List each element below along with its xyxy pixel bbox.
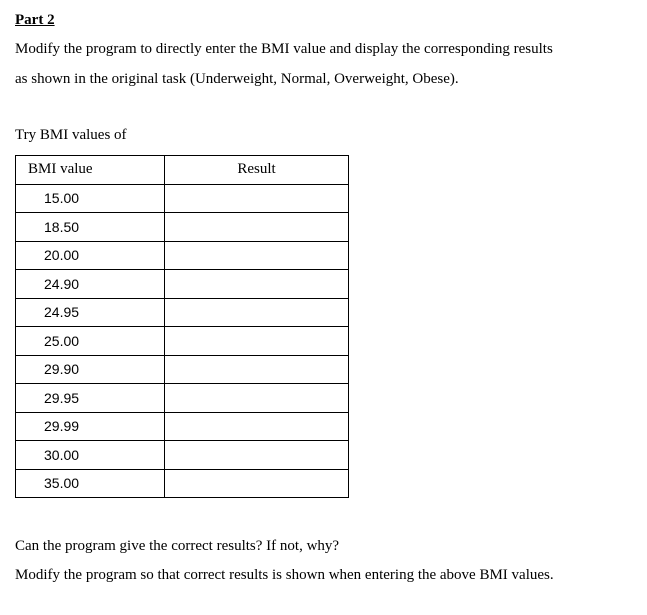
bmi-value-cell: 20.00 bbox=[16, 241, 165, 270]
section-heading: Part 2 bbox=[15, 12, 55, 28]
bmi-value-cell: 24.90 bbox=[16, 270, 165, 299]
table-row bbox=[16, 184, 349, 213]
result-cell bbox=[165, 412, 349, 441]
result-cell bbox=[165, 355, 349, 384]
bmi-value-cell: 30.00 bbox=[16, 441, 165, 470]
table-row bbox=[16, 270, 349, 299]
instruction-line-2: as shown in the original task (Underweight, Normal, Overweight, Obese). bbox=[15, 71, 459, 87]
bmi-value-cell: 25.00 bbox=[16, 327, 165, 356]
bmi-value-cell: 29.95 bbox=[16, 384, 165, 413]
table-row bbox=[16, 469, 349, 498]
header-result: Result bbox=[165, 156, 349, 185]
table-row bbox=[16, 355, 349, 384]
result-cell bbox=[165, 441, 349, 470]
result-cell bbox=[165, 469, 349, 498]
table-body bbox=[16, 184, 349, 498]
table-row bbox=[16, 327, 349, 356]
table-row bbox=[16, 384, 349, 413]
bmi-value-cell: 35.00 bbox=[16, 469, 165, 498]
table-header-row bbox=[16, 156, 349, 185]
result-cell bbox=[165, 298, 349, 327]
header-bmi-value: BMI value bbox=[16, 156, 165, 185]
bmi-table bbox=[15, 155, 349, 498]
bmi-value-cell: 18.50 bbox=[16, 213, 165, 242]
result-cell bbox=[165, 241, 349, 270]
question-2: Modify the program so that correct results is shown when entering the above BMI values. bbox=[15, 567, 554, 583]
question-1: Can the program give the correct results? If not, why? bbox=[15, 538, 340, 554]
bmi-value-cell: 24.95 bbox=[16, 298, 165, 327]
instruction-line-1: Modify the program to directly enter the BMI value and display the corresponding results bbox=[15, 41, 553, 57]
result-cell bbox=[165, 184, 349, 213]
bmi-value-cell: 15.00 bbox=[16, 184, 165, 213]
result-cell bbox=[165, 213, 349, 242]
result-cell bbox=[165, 270, 349, 299]
table-row bbox=[16, 241, 349, 270]
table-row bbox=[16, 213, 349, 242]
bmi-value-cell: 29.90 bbox=[16, 355, 165, 384]
bmi-value-cell: 29.99 bbox=[16, 412, 165, 441]
result-cell bbox=[165, 327, 349, 356]
result-cell bbox=[165, 384, 349, 413]
try-values-label: Try BMI values of bbox=[15, 127, 127, 143]
table-row bbox=[16, 298, 349, 327]
table-row bbox=[16, 412, 349, 441]
table-row bbox=[16, 441, 349, 470]
